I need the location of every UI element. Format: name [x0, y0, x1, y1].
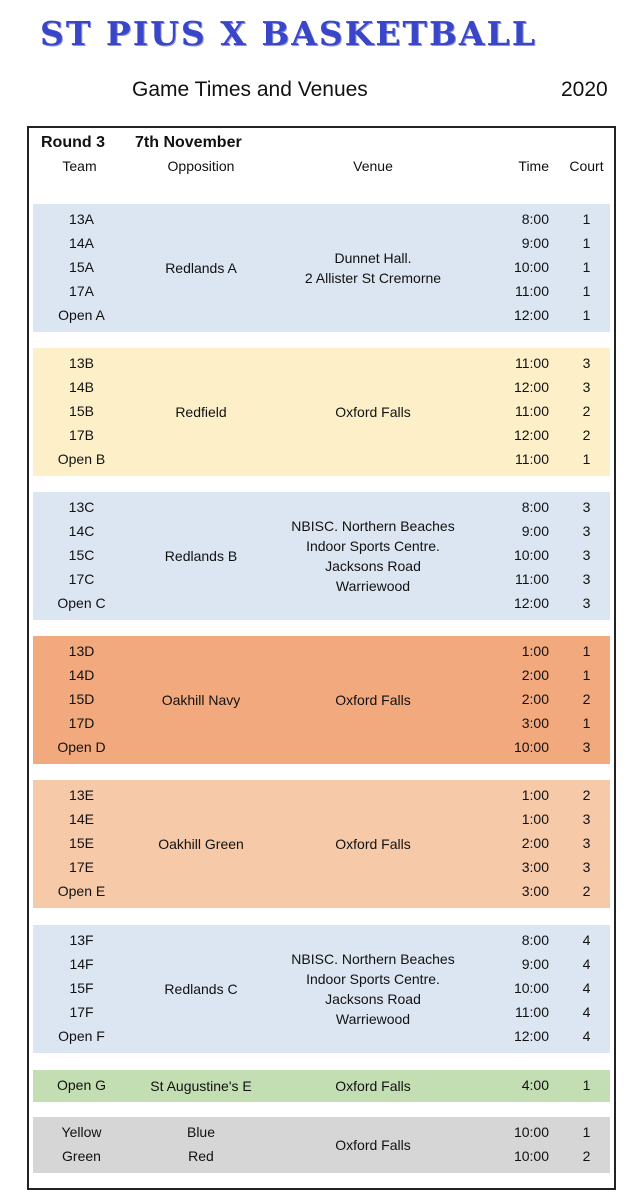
team-cell: Open D [57, 739, 106, 755]
court-cell: 4 [582, 980, 591, 996]
team-cell: Yellow [61, 1124, 102, 1140]
team-cell: Open E [57, 883, 106, 899]
time-cell: 11:00 [515, 403, 549, 419]
time-cell: 9:00 [521, 523, 549, 539]
team-cell: 13C [68, 499, 95, 515]
time-cell: 2:00 [521, 667, 549, 683]
venue-cell [273, 516, 473, 596]
venue-line: Oxford Falls [335, 404, 411, 420]
court-cell: 2 [582, 691, 591, 707]
time-cell: 12:00 [513, 307, 549, 323]
time-cell: 12:00 [513, 427, 549, 443]
court-cell: 1 [582, 667, 591, 683]
team-cell: 17E [69, 859, 94, 875]
court-cell: 3 [582, 547, 591, 563]
year-label: 2020 [561, 78, 608, 101]
team-cell: Open B [57, 451, 106, 467]
time-cell: 1:00 [521, 811, 549, 827]
time-cell: 8:00 [521, 932, 549, 948]
team-group [33, 348, 610, 476]
team-cell: 14B [69, 379, 94, 395]
court-cell: 1 [582, 307, 591, 323]
court-cell: 1 [582, 211, 591, 227]
venue-cell [273, 1076, 473, 1096]
team-cell: 17A [69, 283, 94, 299]
opposition-cell: Blue [186, 1124, 216, 1140]
venue-line: Oxford Falls [335, 1078, 411, 1094]
venue-line: Oxford Falls [335, 1137, 411, 1153]
court-cell: 3 [582, 355, 591, 371]
schedule-sheet [27, 126, 616, 1190]
team-cell: 14A [69, 235, 94, 251]
column-header-venue: Venue [353, 158, 393, 174]
team-cell: 14E [69, 811, 94, 827]
venue-line: Jacksons Road [325, 558, 421, 574]
team-cell: 13B [69, 355, 94, 371]
court-cell: 1 [582, 1077, 591, 1093]
time-cell: 10:00 [513, 980, 549, 996]
team-group [33, 780, 610, 908]
column-header-opposition: Opposition [167, 158, 235, 174]
team-group [33, 492, 610, 620]
time-cell: 10:00 [513, 1124, 549, 1140]
time-cell: 10:00 [513, 259, 549, 275]
team-group [33, 1117, 610, 1173]
team-cell: 15E [69, 835, 94, 851]
venue-line: Warriewood [335, 1011, 411, 1027]
venue-cell [273, 690, 473, 710]
time-cell: 10:00 [513, 547, 549, 563]
venue-line: NBISC. Northern Beaches [291, 518, 455, 534]
venue-line: NBISC. Northern Beaches [291, 951, 455, 967]
team-cell: 13E [69, 787, 94, 803]
page-subtitle: Game Times and Venues [132, 78, 368, 101]
opposition-cell: Oakhill Green [158, 835, 244, 852]
court-cell: 1 [582, 235, 591, 251]
court-cell: 3 [582, 859, 591, 875]
time-cell: 11:00 [515, 355, 549, 371]
team-cell: 15D [68, 691, 95, 707]
time-cell: 2:00 [521, 691, 549, 707]
time-cell: 1:00 [521, 787, 549, 803]
team-cell: 14C [68, 523, 95, 539]
venue-line: Jacksons Road [325, 991, 421, 1007]
team-cell: 15A [69, 259, 94, 275]
time-cell: 4:00 [521, 1077, 549, 1093]
opposition-cell: Redlands C [164, 980, 238, 997]
opposition-cell: Redfield [175, 403, 227, 420]
court-cell: 4 [582, 1004, 591, 1020]
team-cell: Open G [56, 1077, 107, 1093]
court-cell: 1 [582, 643, 591, 659]
venue-cell [273, 402, 473, 422]
round-label: Round 3 [41, 134, 105, 151]
time-cell: 11:00 [515, 1004, 549, 1020]
team-group [33, 204, 610, 332]
court-cell: 1 [582, 259, 591, 275]
venue-line: Indoor Sports Centre. [306, 971, 440, 987]
team-cell: 15C [68, 547, 95, 563]
court-cell: 3 [582, 835, 591, 851]
court-cell: 2 [582, 427, 591, 443]
time-cell: 1:00 [521, 643, 549, 659]
venue-line: 2 Allister St Cremorne [304, 270, 442, 286]
team-group [33, 925, 610, 1053]
court-cell: 3 [582, 811, 591, 827]
court-cell: 3 [582, 379, 591, 395]
time-cell: 12:00 [513, 1028, 549, 1044]
opposition-cell: Redlands B [164, 547, 238, 564]
court-cell: 1 [582, 451, 591, 467]
venue-line: Warriewood [335, 578, 411, 594]
venue-line: Oxford Falls [335, 692, 411, 708]
court-cell: 3 [582, 739, 591, 755]
team-cell: Open A [58, 307, 105, 323]
venue-cell [273, 1135, 473, 1155]
team-cell: 14D [68, 667, 95, 683]
venue-cell [273, 949, 473, 1029]
team-cell: 13A [69, 211, 94, 227]
time-cell: 8:00 [521, 211, 549, 227]
time-cell: 10:00 [513, 739, 549, 755]
court-cell: 1 [582, 1124, 591, 1140]
time-cell: 11:00 [515, 571, 549, 587]
time-cell: 11:00 [515, 451, 549, 467]
team-cell: Open C [57, 595, 106, 611]
time-cell: 9:00 [521, 956, 549, 972]
team-cell: 17B [69, 427, 94, 443]
venue-cell [273, 248, 473, 288]
court-cell: 4 [582, 932, 591, 948]
column-header-court: Court [569, 158, 604, 174]
venue-line: Oxford Falls [335, 836, 411, 852]
opposition-cell: Redlands A [165, 259, 237, 276]
column-header-team: Team [62, 158, 97, 174]
court-cell: 2 [582, 403, 591, 419]
time-cell: 8:00 [521, 499, 549, 515]
time-cell: 3:00 [521, 859, 549, 875]
opposition-cell: St Augustine's E [150, 1077, 252, 1094]
time-cell: 11:00 [515, 283, 549, 299]
court-cell: 2 [582, 787, 591, 803]
time-cell: 12:00 [513, 595, 549, 611]
time-cell: 10:00 [513, 1148, 549, 1164]
column-header-time: Time [518, 158, 549, 174]
opposition-cell: Oakhill Navy [161, 691, 241, 708]
page-title: ST PIUS X BASKETBALL [40, 14, 537, 53]
team-cell: Green [62, 1148, 101, 1164]
court-cell: 3 [582, 571, 591, 587]
court-cell: 2 [582, 1148, 591, 1164]
round-date: 7th November [135, 134, 242, 151]
team-cell: 17C [68, 571, 95, 587]
opposition-cell: Red [188, 1148, 214, 1164]
venue-cell [273, 834, 473, 854]
time-cell: 12:00 [513, 379, 549, 395]
venue-line: Dunnet Hall. [334, 250, 412, 266]
court-cell: 2 [582, 883, 591, 899]
time-cell: 3:00 [521, 715, 549, 731]
team-cell: 17D [68, 715, 95, 731]
court-cell: 4 [582, 1028, 591, 1044]
team-cell: 15F [69, 980, 94, 996]
team-cell: 13F [69, 932, 94, 948]
court-cell: 1 [582, 283, 591, 299]
court-cell: 1 [582, 715, 591, 731]
team-cell: 13D [68, 643, 95, 659]
venue-line: Indoor Sports Centre. [306, 538, 440, 554]
time-cell: 9:00 [521, 235, 549, 251]
court-cell: 3 [582, 523, 591, 539]
time-cell: 3:00 [521, 883, 549, 899]
court-cell: 3 [582, 595, 591, 611]
team-group [33, 636, 610, 764]
team-cell: 14F [69, 956, 94, 972]
court-cell: 4 [582, 956, 591, 972]
team-cell: 15B [69, 403, 94, 419]
team-group [33, 1070, 610, 1102]
court-cell: 3 [582, 499, 591, 515]
team-cell: Open F [58, 1028, 105, 1044]
time-cell: 2:00 [521, 835, 549, 851]
team-cell: 17F [69, 1004, 94, 1020]
